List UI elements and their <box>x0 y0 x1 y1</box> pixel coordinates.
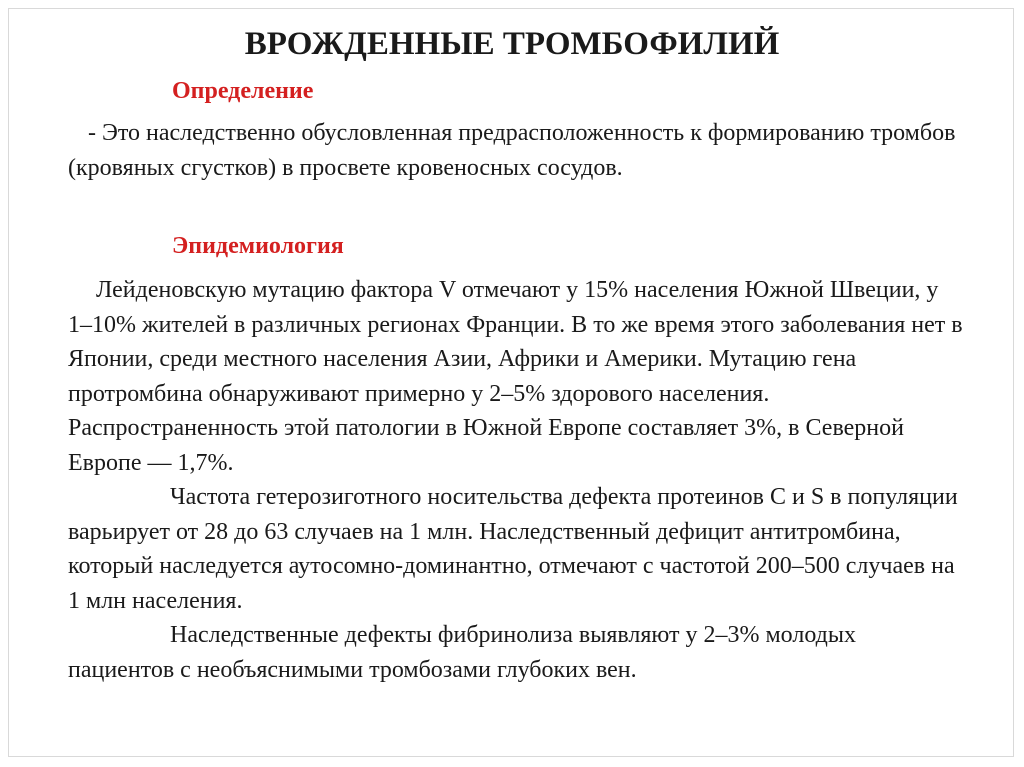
epidemiology-heading: Эпидемиология <box>172 233 344 259</box>
definition-heading: Определение <box>172 78 314 104</box>
epidemiology-paragraph-1: Лейденовскую мутацию фактора V отмечают у 15% населения Южной Швеции, у 1–10% жителей в различных регионах Франции. В то же время этого заболевания нет в Японии, среди местного населения Азии, Африки и Америки. Мутацию гена протромбина обнаруживают примерно у 2–5% здорового населения. Распространенность этой патологии в Южной Европе составляет 3%, в Северной Европе — 1,7%. <box>68 277 963 476</box>
definition-text: - Это наследственно обусловленная предрасположенность к формированию тромбов (кровяных сгустков) в просвете кровеносных сосудов. <box>68 120 956 181</box>
slide-title: ВРОЖДЕННЫЕ ТРОМБОФИЛИЙ <box>244 26 780 62</box>
epidemiology-paragraph-2: Частота гетерозиготного носительства дефекта протеинов C и S в популяции варьирует от 28 до 63 случаев на 1 млн. Наследственный дефицит антитромбина, который наследуется аутосомно-доминантно, отмечают с частотой 200–500 случаев на 1 млн населения. <box>68 484 958 614</box>
epidemiology-paragraph-3: Наследственные дефекты фибринолиза выявляют у 2–3% молодых пациентов с необъяснимыми тромбозами глубоких вен. <box>68 622 856 683</box>
